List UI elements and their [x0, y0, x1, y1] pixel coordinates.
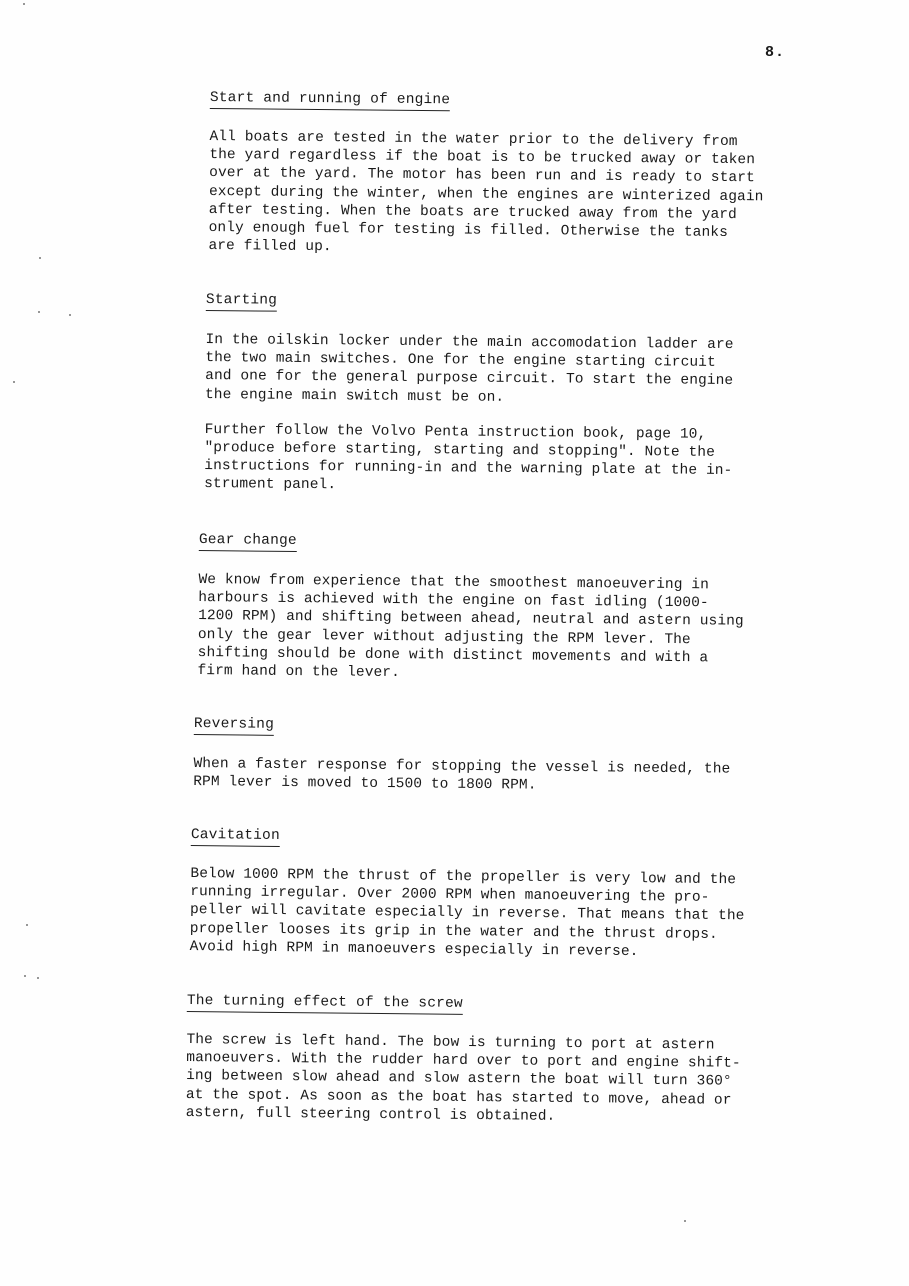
- section-heading: Starting: [206, 291, 277, 312]
- page-number: 8.: [765, 44, 786, 61]
- scan-speck: [23, 3, 25, 5]
- section-start-and-running: [208, 88, 810, 261]
- section-heading: Gear change: [199, 531, 297, 552]
- scan-speck: [26, 924, 28, 926]
- section-heading: The turning effect of the screw: [187, 992, 463, 1015]
- section-paragraph: Below 1000 RPM the thrust of the propeller is very low and the running irregular. Over 2000 RPM when manoeuvering the pro- peller will cavitate especially in reverse. That means that the propeller looses its grip in the water and the thrust drops. Avoid high RPM in manoeuvers especially in reverse.: [189, 865, 745, 960]
- section-paragraph: We know from experience that the smoothest manoeuvering in harbours is achieved with the engine on fast idling (1000- 1200 RPM) and shifting between ahead, neutral and astern using only the gear lever without adjusting the RPM lever. The shifting should be done with distinct movements and with a firm hand on the lever.: [197, 571, 744, 682]
- scan-speck: [684, 1220, 686, 1222]
- scan-speck: [38, 311, 40, 313]
- scan-speck: [37, 977, 39, 979]
- section-starting: [204, 290, 806, 499]
- section-paragraph: The screw is left hand. The bow is turning to port at astern manoeuvers. With the rudder hard over to port and engine shift- ing between slow ahead and slow astern the boat will turn 360° at the spot. As soon as the boat has started to move, ahead or astern, full steering control is obtained.: [185, 1031, 741, 1125]
- section-paragraph: All boats are tested in the water prior to the delivery from the yard regardless if the boat is to be trucked away or taken over at the yard. The motor has been run and is ready to start except during the winter, when the engines are winterized again after testing. When the boats are trucked away from the yard only enough fuel for testing is filled. Otherwise the tanks are filled up.: [208, 128, 764, 256]
- section-gear-change: [197, 530, 799, 686]
- section-heading: Start and running of engine: [210, 89, 451, 111]
- section-paragraph: Further follow the Volvo Penta instruction book, page 10, "produce before starting, starting and stopping". Note the instructions for running-in and the warning plate at the in- strument panel.: [204, 421, 733, 494]
- scan-speck: [13, 381, 15, 383]
- section-paragraph: In the oilskin locker under the main accomodation ladder are the two main switches. One for the engine starting circuit and one for the general purpose circuit. To start the engine the engine main switch must be on.: [204, 331, 734, 406]
- section-heading: Reversing: [194, 715, 274, 736]
- section-turning-effect: [186, 991, 787, 1128]
- scan-speck: [24, 975, 26, 977]
- scan-speck: [69, 314, 71, 316]
- section-cavitation: [190, 825, 791, 963]
- section-reversing: [193, 714, 794, 798]
- scan-speck: [39, 257, 41, 259]
- section-paragraph: When a faster response for stopping the vessel is needed, the RPM lever is moved to 1500 to 1800 RPM.: [193, 755, 731, 794]
- section-heading: Cavitation: [191, 826, 280, 847]
